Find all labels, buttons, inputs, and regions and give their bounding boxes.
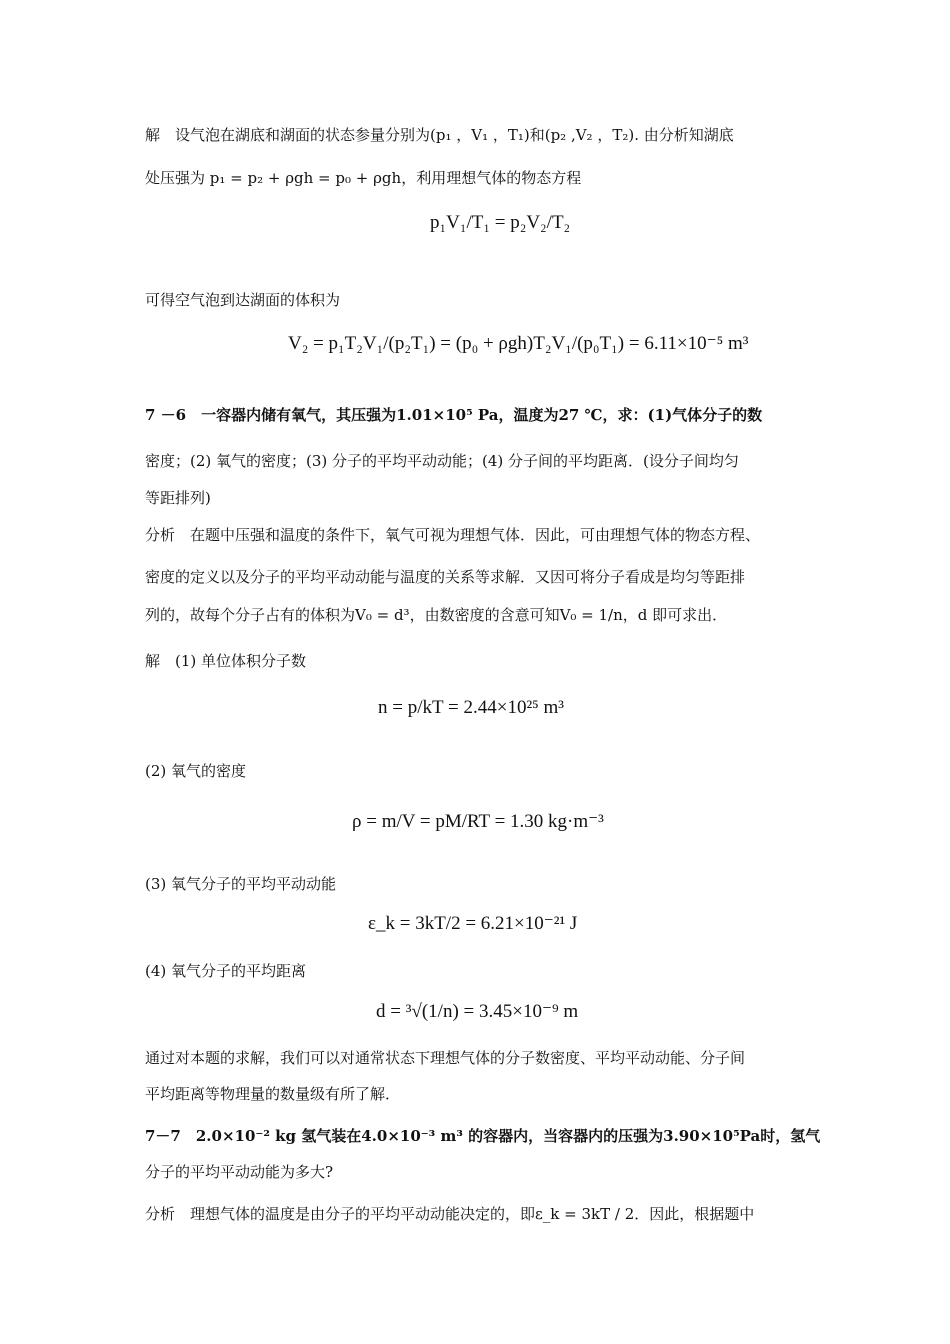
solution-line-1: 解 设气泡在湖底和湖面的状态参量分别为(p₁ ，V₁ ，T₁)和(p₂ ,V₂ ，T₂). 由分析知湖底 [145, 126, 734, 144]
analysis-line-1: 分析 在题中压强和温度的条件下，氧气可视为理想气体．因此，可由理想气体的物态方程、 [145, 526, 761, 544]
solution-part-3: (3) 氧气分子的平均平动动能 [145, 875, 337, 893]
problem-7-6-line-2: 密度；(2) 氧气的密度；(3) 分子的平均平动动能；(4) 分子间的平均距离．(设分子间均匀 [145, 452, 739, 470]
analysis-7-7-line-1: 分析 理想气体的温度是由分子的平均平动动能决定的，即ε_k = 3kT / 2．因此，根据题中 [145, 1205, 755, 1223]
equation-kinetic-energy: ε_k = 3kT/2 = 6.21×10⁻²¹ J [368, 913, 578, 934]
equation-density: ρ = m/V = pM/RT = 1.30 kg·m⁻³ [352, 811, 604, 832]
solution-line-2: 处压强为 p₁ = p₂ + ρgh = p₀ + ρgh，利用理想气体的物态方程 [145, 169, 582, 187]
equation-volume-v2: V₂ = p₁T₂V₁/(p₂T₁) = (p₀ + ρgh)T₂V₁/(p₀T₁) = 6.11×10⁻⁵ m³ [288, 333, 749, 354]
problem-7-6-line-1: 7 －6 一容器内储有氧气，其压强为1.01×10⁵ Pa，温度为27 ℃，求：(1)气体分子的数 [145, 406, 763, 424]
problem-7-7-line-1: 7－7 2.0×10⁻² kg 氢气装在4.0×10⁻³ m³ 的容器内，当容器内的压强为3.90×10⁵Pa时，氢气 [145, 1127, 821, 1145]
solution-part-4: (4) 氧气分子的平均距离 [145, 962, 307, 980]
analysis-line-2: 密度的定义以及分子的平均平动动能与温度的关系等求解．又因可将分子看成是均匀等距排 [145, 568, 746, 586]
equation-number-density: n = p/kT = 2.44×10²⁵ m³ [378, 697, 564, 718]
solution-part-2: (2) 氧气的密度 [145, 762, 247, 780]
summary-line-2: 平均距离等物理量的数量级有所了解． [145, 1085, 401, 1103]
equation-ideal-gas-ratio: p₁V₁/T₁ = p₂V₂/T₂ [430, 212, 571, 233]
summary-line-1: 通过对本题的求解，我们可以对通常状态下理想气体的分子数密度、平均平动动能、分子间 [145, 1049, 746, 1067]
problem-7-6-line-3: 等距排列) [145, 489, 211, 507]
solution-part-1: 解 (1) 单位体积分子数 [145, 652, 307, 670]
problem-7-7-line-2: 分子的平均平动动能为多大? [145, 1163, 334, 1181]
solution-line-3: 可得空气泡到达湖面的体积为 [145, 291, 341, 309]
analysis-line-3: 列的，故每个分子占有的体积为V₀ = d³，由数密度的含意可知V₀ = 1/n，d 即可求出． [145, 606, 728, 624]
equation-mean-distance: d = ³√(1/n) = 3.45×10⁻⁹ m [376, 1001, 579, 1022]
